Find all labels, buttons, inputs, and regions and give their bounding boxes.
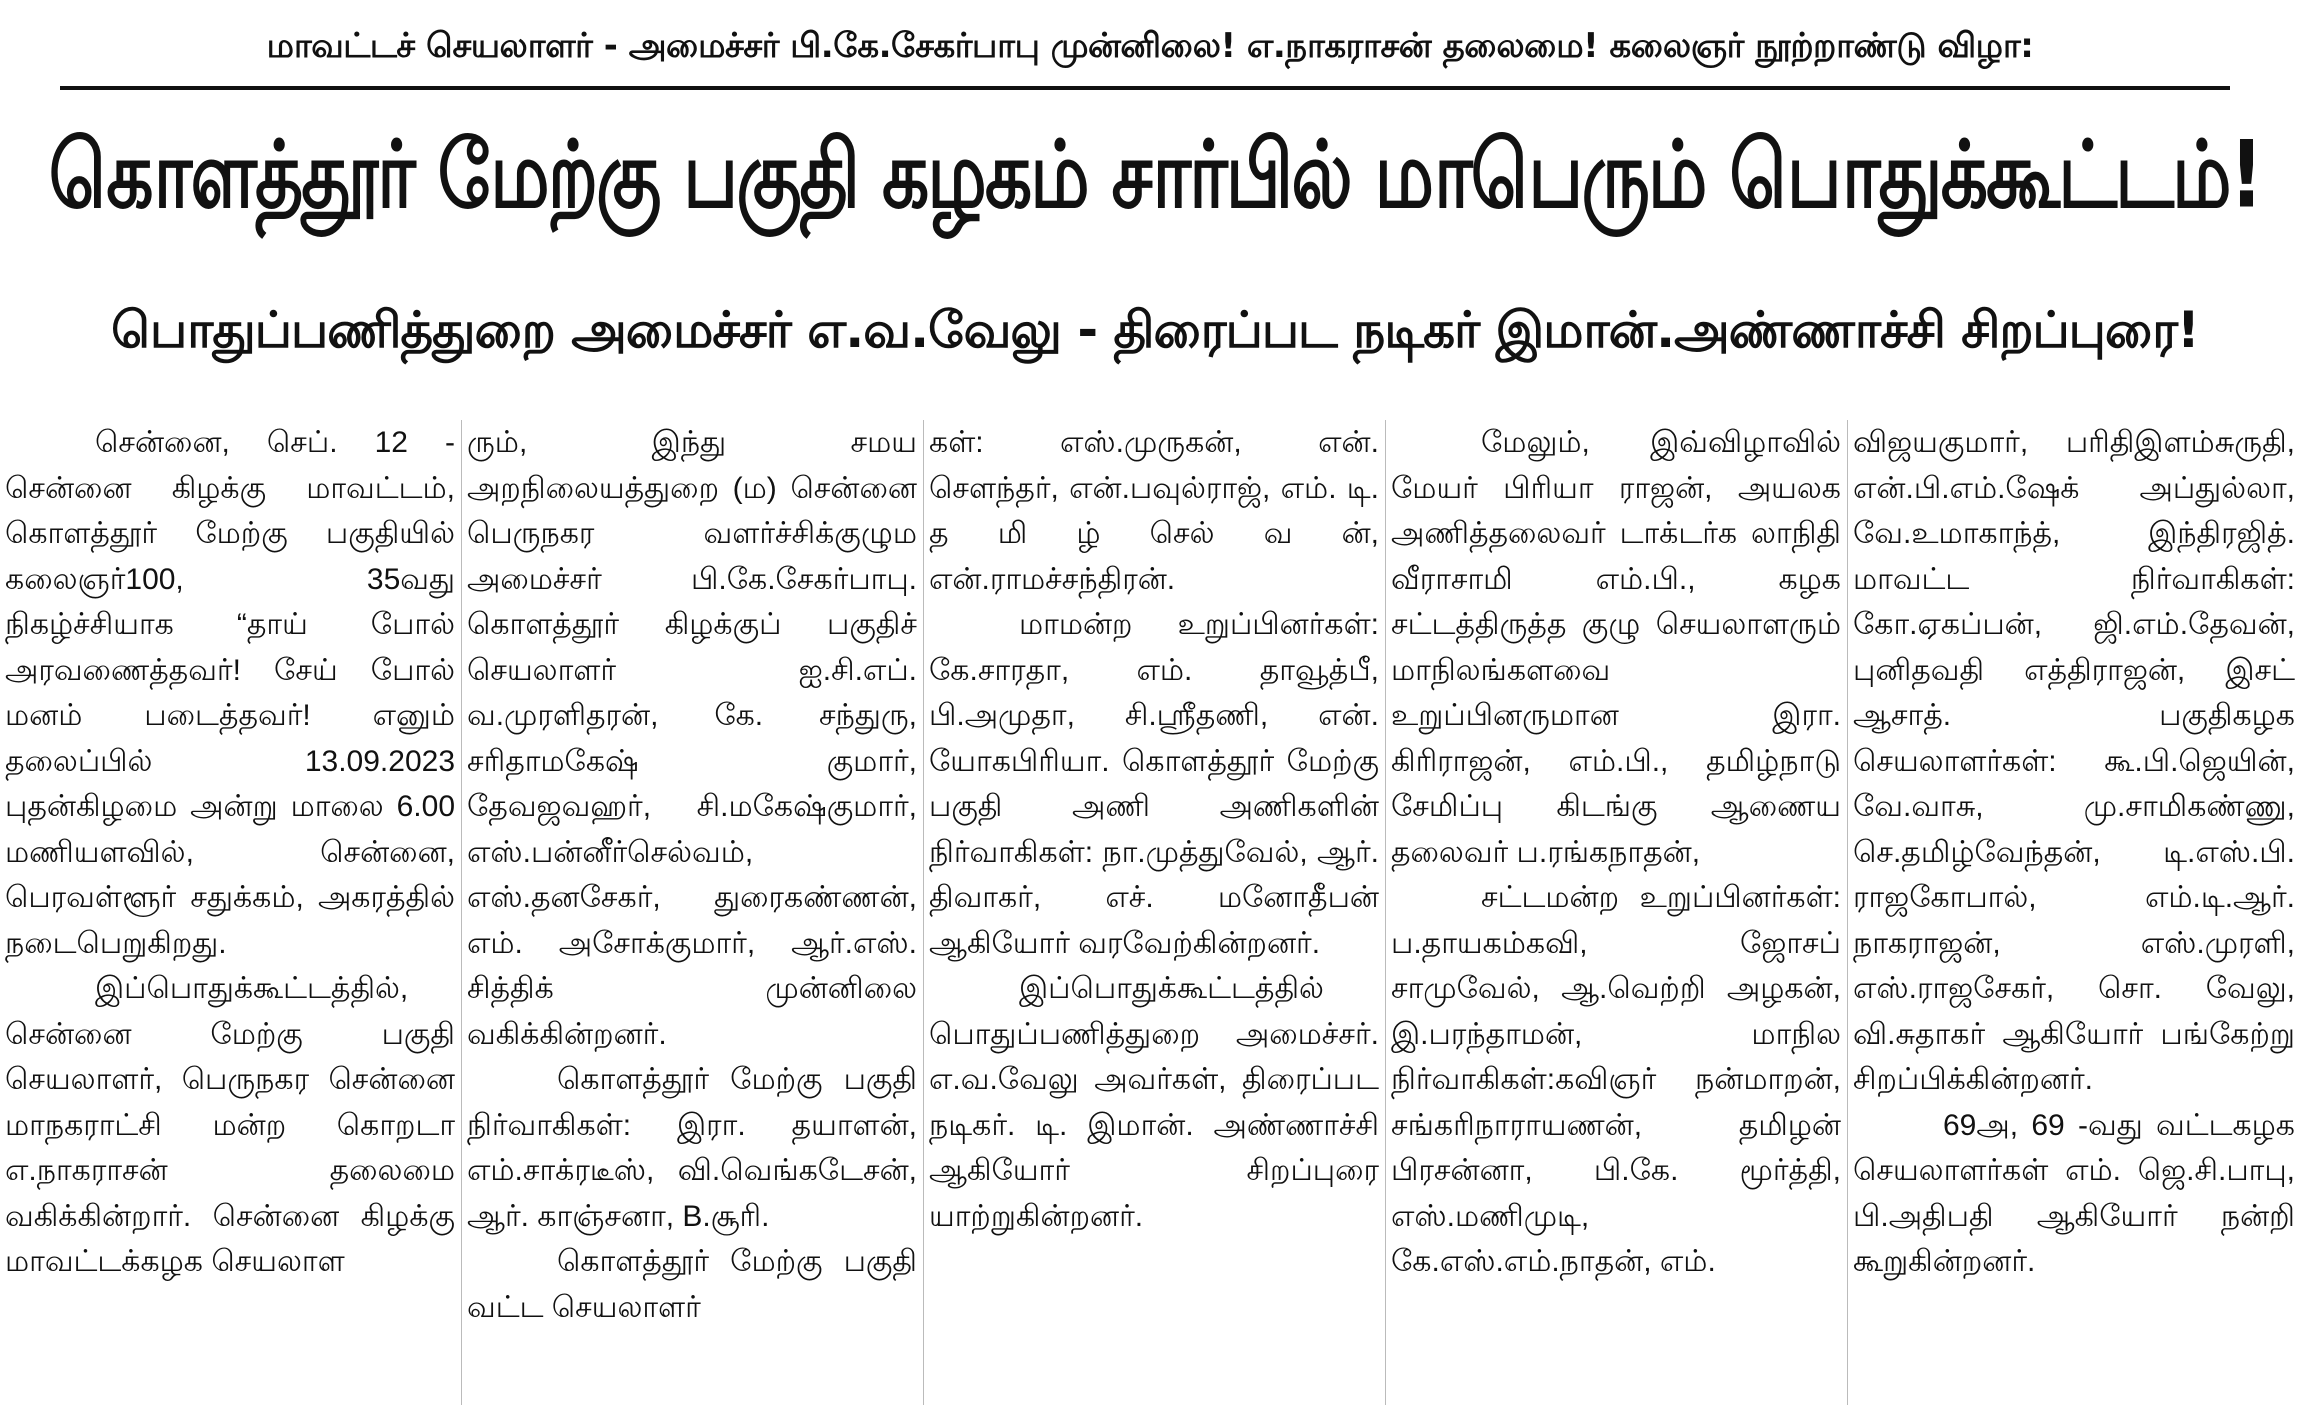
column-3	[929, 420, 1379, 1405]
column-divider	[461, 420, 462, 1405]
column-divider	[923, 420, 924, 1405]
paragraph: 69அ, 69 -வது வட்டகழக செயலாளர்கள் எம். ஜெ.சி.பாபு, பி.அதிபதி ஆகியோர் நன்றி கூறுகின்றனர்.	[1853, 1108, 2295, 1278]
column-4	[1391, 420, 1841, 1405]
column-2	[467, 420, 917, 1405]
kicker-rule	[60, 86, 2230, 90]
paragraph: சட்டமன்ற உறுப்பினர்கள்: ப.தாயகம்கவி, ஜோசப் சாமுவேல், ஆ.வெற்றி அழகன், இ.பரந்தாமன், மாநில நிர்வாகிகள்:கவிஞர் நன்மாறன், சங்கரிநாராயணன், தமிழன் பிரசன்னா, பி.கே. மூர்த்தி, எஸ்.மணிமுடி, கே.எஸ்.எம்.நாதன், எம்.	[1391, 881, 1841, 1278]
paragraph: கொளத்தூர் மேற்கு பகுதி வட்ட செயலாளர்	[467, 1245, 917, 1324]
article-body	[5, 420, 2295, 1405]
paragraph: மாமன்ற உறுப்பினர்கள்: கே.சாரதா, எம். தாவூத்பீ, பி.அமுதா, சி.ஸ்ரீதணி, என். யோகபிரியா. கொளத்தூர் மேற்கு பகுதி அணி அணிகளின் நிர்வாகிகள்: நா.முத்துவேல், ஆர். திவாகர், எச். மனோதீபன் ஆகியோர் வரவேற்கின்றனர்.	[929, 608, 1379, 960]
subheadline: பொதுப்பணித்துறை அமைச்சர் எ.வ.வேலு - திரைப்பட நடிகர் இமான்.அண்ணாச்சி சிறப்புரை!	[111, 301, 2199, 359]
headline: கொளத்தூர் மேற்கு பகுதி கழகம் சார்பில் மாபெரும் பொதுக்கூட்டம்!	[48, 121, 2262, 229]
paragraph: கொளத்தூர் மேற்கு பகுதி நிர்வாகிகள்: இரா. தயாளன், எம்.சாக்ரடீஸ், வி.வெங்கடேசன், ஆர். காஞ்சனா, B.சூரி.	[467, 1063, 917, 1233]
column-divider	[1385, 420, 1386, 1405]
paragraph: மேலும், இவ்விழாவில் மேயர் பிரியா ராஜன், அயலக அணித்தலைவர் டாக்டர்க லாநிதி வீராசாமி எம்.பி., கழக சட்டத்திருத்த குழு செயலாளரும் மாநிலங்களவை உறுப்பினருமான இரா. கிரிராஜன், எம்.பி., தமிழ்நாடு சேமிப்பு கிடங்கு ஆணைய தலைவர் ப.ரங்கநாதன்,	[1391, 426, 1841, 869]
paragraph: இப்பொதுக்கூட்டத்தில் பொதுப்பணித்துறை அமைச்சர். எ.வ.வேலு அவர்கள், திரைப்பட நடிகர். டி. இமான். அண்ணாச்சி ஆகியோர் சிறப்புரை யாற்றுகின்றனர்.	[929, 972, 1379, 1233]
paragraph: ரும், இந்து சமய அறநிலையத்துறை (ம) சென்னை பெருநகர வளர்ச்சிக்குழும அமைச்சர் பி.கே.சேகர்பாபு. கொளத்தூர் கிழக்குப் பகுதிச் செயலாளர் ஐ.சி.எப். வ.முரளிதரன், கே. சந்துரு, சரிதாமகேஷ் குமார், தேவஜவஹர், சி.மகேஷ்குமார், எஸ்.பன்னீர்செல்வம், எஸ்.தனசேகர், துரைகண்ணன், எம். அசோக்குமார், ஆர்.எஸ். சித்திக் முன்னிலை வகிக்கின்றனர்.	[467, 426, 917, 1051]
column-divider	[1847, 420, 1848, 1405]
paragraph: கள்: எஸ்.முருகன், என். சௌந்தர், என்.பவுல்ராஜ், எம். டி. த மி ழ் செல் வ ன், என்.ராமச்சந்திரன்.	[929, 426, 1379, 596]
column-5	[1853, 420, 2295, 1405]
paragraph: சென்னை, செப். 12 - சென்னை கிழக்கு மாவட்டம், கொளத்தூர் மேற்கு பகுதியில் கலைஞர்100, 35வது நிகழ்ச்சியாக “தாய் போல் அரவணைத்தவர்! சேய் போல் மனம் படைத்தவர்! எனும் தலைப்பில் 13.09.2023 புதன்கிழமை அன்று மாலை 6.00 மணியளவில், சென்னை, பெரவள்ளூர் சதுக்கம், அகரத்தில் நடைபெறுகிறது.	[5, 426, 455, 960]
paragraph: விஜயகுமார், பரிதிஇளம்சுருதி, என்.பி.எம்.ஷேக் அப்துல்லா, வே.உமாகாந்த், இந்திரஜித். மாவட்ட நிர்வாகிகள்: கோ.ஏகப்பன், ஜி.எம்.தேவன், புனிதவதி எத்திராஜன், இசட் ஆசாத். பகுதிகழக செயலாளர்கள்: கூ.பி.ஜெயின், வே.வாசு, மு.சாமிகண்ணு, செ.தமிழ்வேந்தன், டி.எஸ்.பி. ராஜகோபால், எம்.டி.ஆர். நாகராஜன், எஸ்.முரளி, எஸ்.ராஜசேகர், சொ. வேலு, வி.சுதாகர் ஆகியோர் பங்கேற்று சிறப்பிக்கின்றனர்.	[1853, 426, 2295, 1096]
paragraph: இப்பொதுக்கூட்டத்தில், சென்னை மேற்கு பகுதி செயலாளர், பெருநகர சென்னை மாநகராட்சி மன்ற கொறடா எ.நாகராசன் தலைமை வகிக்கின்றார். சென்னை கிழக்கு மாவட்டக்கழக செயலாள	[5, 972, 455, 1278]
kicker-line: மாவட்டச் செயலாளர் - அமைச்சர் பி.கே.சேகர்பாபு முன்னிலை! எ.நாகராசன் தலைமை! கலைஞர் நூற்றாண்டு விழா:	[266, 26, 2034, 66]
column-1	[5, 420, 455, 1405]
